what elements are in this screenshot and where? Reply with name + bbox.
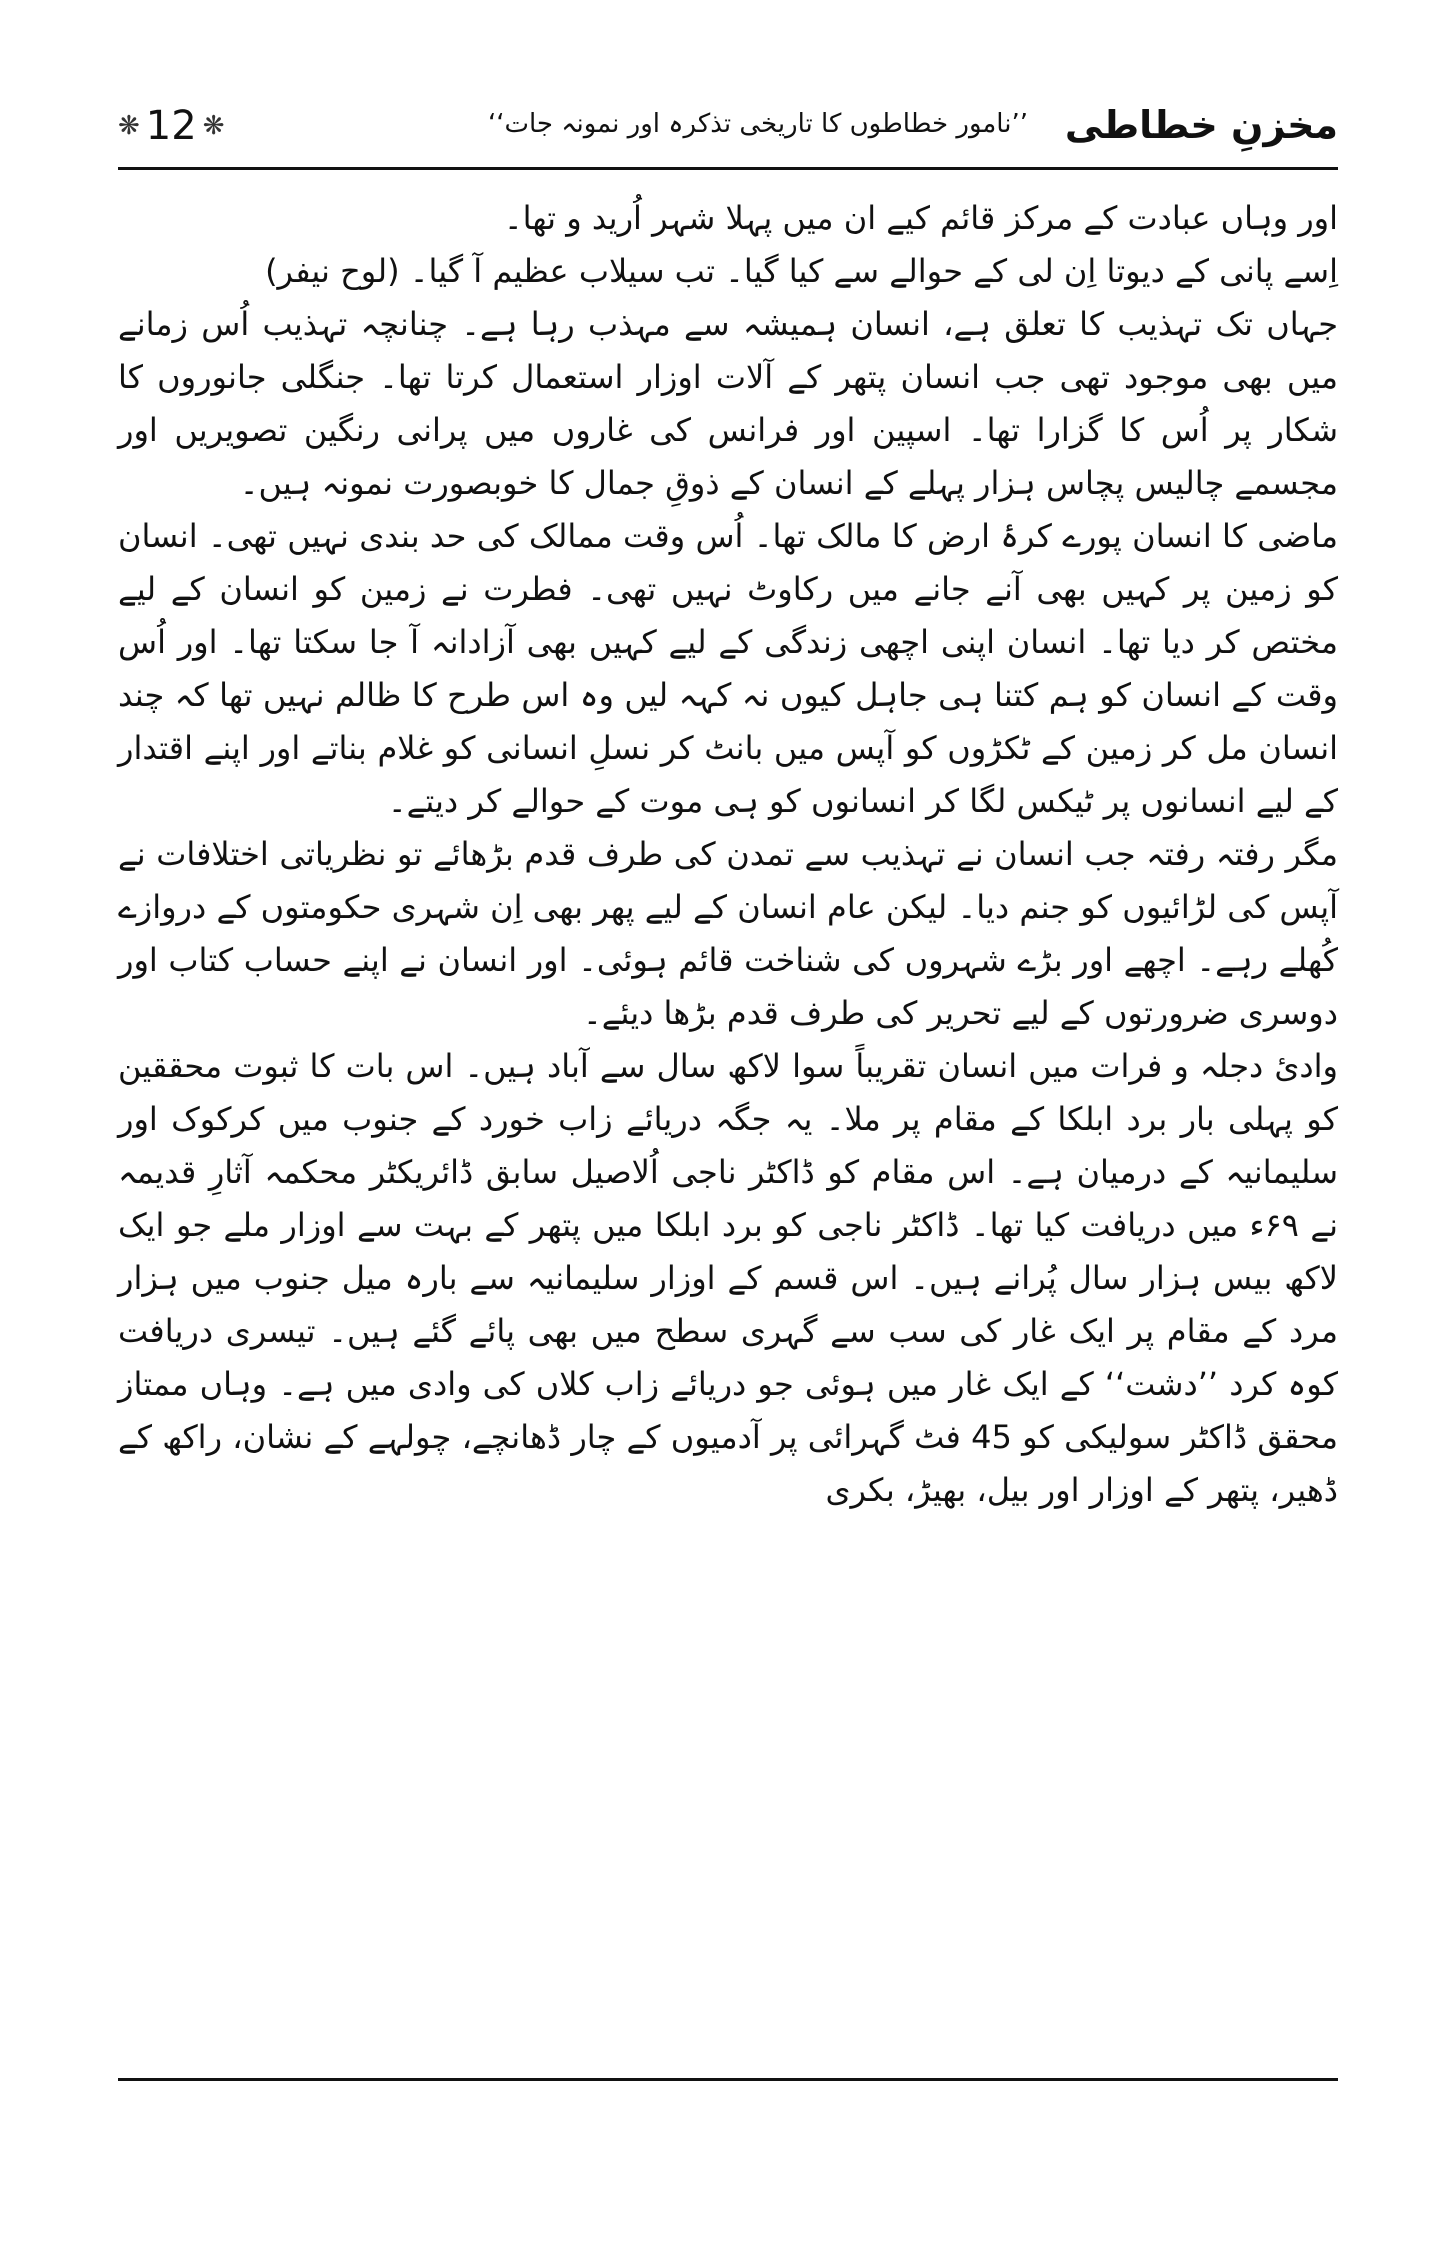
page-header [118,95,1338,165]
running-header-subtitle: ’’نامور خطاطوں کا تاریخی تذکرہ اور نمونہ جات‘‘ [487,109,1028,139]
paragraph: جہاں تک تہذیب کا تعلق ہے، انسان ہمیشہ سے مہذب رہا ہے۔ چنانچہ تہذیب اُس زمانے میں بھی موجود تھی جب انسان پتھر کے آلات اوزار استعمال کرتا تھا۔ جنگلی جانوروں کا شکار پر اُس کا گزارا تھا۔ اسپین اور فرانس کی غاروں میں پرانی رنگین تصویریں اور مجسمے چالیس پچاس ہزار پہلے کے انسان کے ذوقِ جمال کا خوبصورت نمونہ ہیں۔ [118,305,1338,502]
header-divider [118,167,1338,170]
paragraph: وادیٔ دجلہ و فرات میں انسان تقریباً سوا لاکھ سال سے آباد ہیں۔ اس بات کا ثبوت محققین کو پہلی بار برد ابلکا کے مقام پر ملا۔ یہ جگہ دریائے زاب خورد کے جنوب میں کرکوک اور سلیمانیہ کے درمیان ہے۔ اس مقام کو ڈاکٹر ناجی اُلاصیل سابق ڈائریکٹر محکمہ آثارِ قدیمہ نے ۶۹ء میں دریافت کیا تھا۔ ڈاکٹر ناجی کو برد ابلکا میں پتھر کے بہت سے اوزار ملے جو ایک لاکھ بیس ہزار سال پُرانے ہیں۔ اس قسم کے اوزار سلیمانیہ سے بارہ میل جنوب میں ہزار مرد کے مقام پر ایک غار کی سب سے گہری سطح میں بھی پائے گئے ہیں۔ تیسری دریافت کوہ کرد ’’دشت‘‘ کے ایک غار میں ہوئی جو دریائے زاب کلاں کی وادی میں ہے۔ وہاں ممتاز محقق ڈاکٹر سولیکی کو 45 فٹ گہرائی پر آدمیوں کے چار ڈھانچے، چولہے کے نشان، راکھ کے ڈھیر، پتھر کے اوزار اور بیل، بھیڑ، بکری [118,1047,1339,1509]
flower-ornament-icon: ❋ [118,111,140,141]
flower-ornament-icon: ❋ [202,111,225,141]
book-title: مخزنِ خطاطی [1064,103,1338,147]
page-number: 12 [145,103,197,149]
footer-divider [118,2078,1338,2081]
page-number-block [118,101,225,151]
paragraph: ماضی کا انسان پورے کرۂ ارض کا مالک تھا۔ اُس وقت ممالک کی حد بندی نہیں تھی۔ انسان کو زمین پر کہیں بھی آنے جانے میں رکاوٹ نہیں تھی۔ فطرت نے زمین کو انسان کے لیے مختص کر دیا تھا۔ انسان اپنی اچھی زندگی کے لیے کہیں بھی آزادانہ آ جا سکتا تھا۔ اور اُس وقت کے انسان کو ہم کتنا ہی جاہل کیوں نہ کہہ لیں وہ اس طرح کا ظالم نہیں تھا کہ چند انسان مل کر زمین کے ٹکڑوں کو آپس میں بانٹ کر نسلِ انسانی کو غلام بناتے اور اپنے اقتدار کے لیے انسانوں پر ٹیکس لگا کر انسانوں کو ہی موت کے حوالے کر دیتے۔ [118,517,1338,820]
page-body [118,192,1338,1517]
paragraph: مگر رفتہ رفتہ جب انسان نے تہذیب سے تمدن کی طرف قدم بڑھائے تو نظریاتی اختلافات نے آپس کی لڑائیوں کو جنم دیا۔ لیکن عام انسان کے لیے پھر بھی اِن شہری حکومتوں کے دروازے کُھلے رہے۔ اچھے اور بڑے شہروں کی شناخت قائم ہوئی۔ اور انسان نے اپنے حساب کتاب اور دوسری ضرورتوں کے لیے تحریر کی طرف قدم بڑھا دیئے۔ [118,835,1338,1032]
paragraph: اِسے پانی کے دیوتا اِن لی کے حوالے سے کیا گیا۔ تب سیلاب عظیم آ گیا۔ (لوح نیفر) [265,252,1338,290]
paragraph: اور وہاں عبادت کے مرکز قائم کیے ان میں پہلا شہر اُرید و تھا۔ [503,199,1338,237]
